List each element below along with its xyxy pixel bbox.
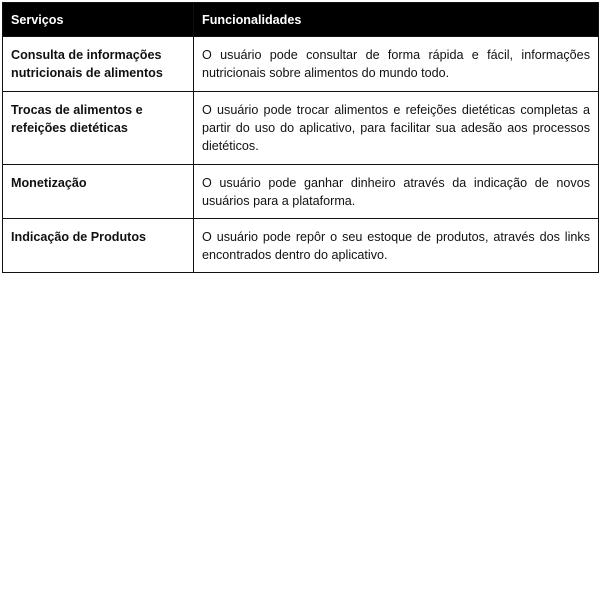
table-row (3, 165, 599, 219)
table-row (3, 37, 599, 92)
services-table (2, 2, 599, 273)
description-cell: O usuário pode repôr o seu estoque de produtos, através dos links encontrados dentro do aplicativo. (194, 219, 599, 273)
description-cell: O usuário pode trocar alimentos e refeições dietéticas completas a partir do uso do aplicativo, para facilitar sua adesão aos processos dietéticos. (194, 92, 599, 165)
service-cell: Indicação de Produtos (3, 219, 194, 273)
description-cell: O usuário pode consultar de forma rápida e fácil, informações nutricionais sobre alimentos do mundo todo. (194, 37, 599, 92)
header-services: Serviços (3, 3, 194, 37)
description-cell: O usuário pode ganhar dinheiro através da indicação de novos usuários para a plataforma. (194, 165, 599, 219)
service-cell: Consulta de informações nutricionais de alimentos (3, 37, 194, 92)
service-cell: Trocas de alimentos e refeições dietéticas (3, 92, 194, 165)
service-cell: Monetização (3, 165, 194, 219)
table-row (3, 219, 599, 273)
header-features: Funcionalidades (194, 3, 599, 37)
table-row (3, 92, 599, 165)
table-header-row (3, 3, 599, 37)
